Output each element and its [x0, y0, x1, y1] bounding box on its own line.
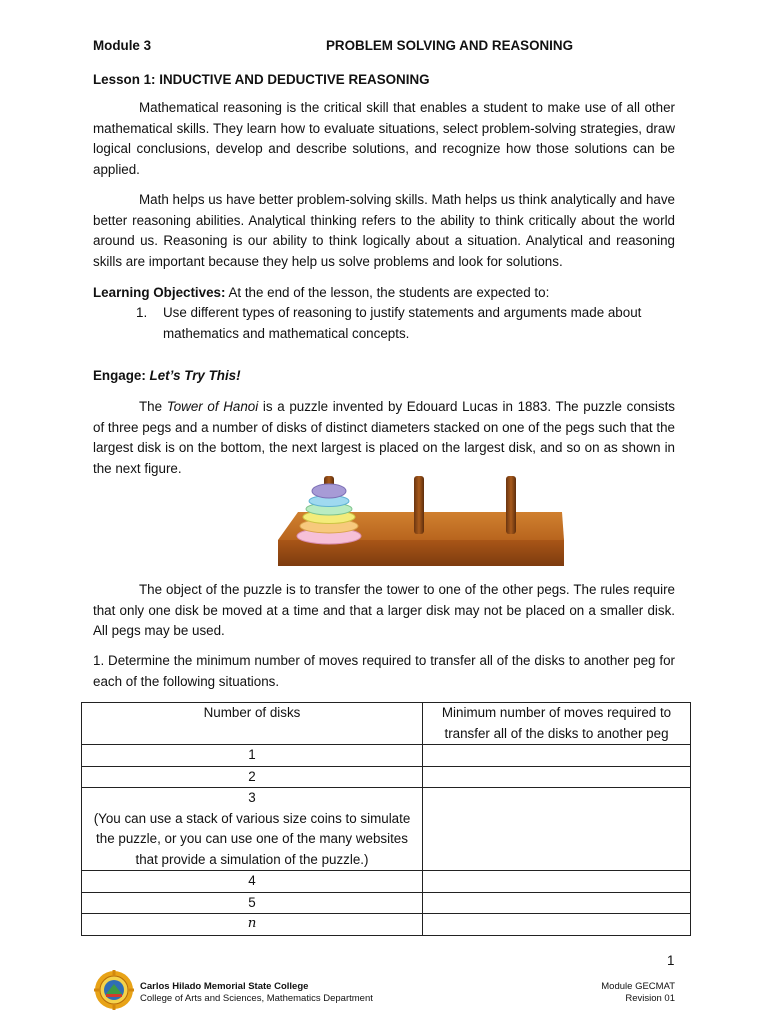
- disks-cell: 5: [82, 892, 423, 914]
- header-number-of-disks: Number of disks: [82, 703, 423, 745]
- college-seal-logo: [94, 970, 134, 1010]
- module-code: Module GECMAT: [601, 981, 675, 992]
- header-minimum-moves: Minimum number of moves required to transfer all of the disks to another peg: [423, 703, 691, 745]
- table-row: [82, 871, 691, 893]
- hanoi-prefix: The: [139, 399, 167, 414]
- peg-middle: [414, 476, 424, 534]
- engage-label: Engage:: [93, 368, 150, 383]
- reasoning-paragraph: Math helps us have better problem-solving skills. Math helps us think analytically and have better reasoning abilities. Analytical thinking refers to the ability to think critically about the world around us. Reasoning is our ability to think logically about a situation. Analytical and reasoning skills are important because they help us solve problems and look for solutions.: [93, 192, 675, 269]
- disks-cell: 2: [82, 766, 423, 788]
- tower-of-hanoi-figure: [276, 474, 566, 570]
- disk-purple: [312, 484, 346, 498]
- module-label: Module 3: [93, 38, 152, 53]
- question-paragraph: 1. Determine the minimum number of moves required to transfer all of the disks to another peg for each of the following situations.: [93, 653, 675, 689]
- table-row: [82, 914, 691, 936]
- disks-cell: [82, 788, 423, 871]
- moves-cell[interactable]: [423, 914, 691, 936]
- rules-paragraph: The object of the puzzle is to transfer the tower to one of the other pegs. The rules require that only one disk be moved at a time and that a larger disk may not be placed on a smaller disk. All pegs may be used.: [93, 582, 675, 638]
- engage-title: Let’s Try This!: [149, 368, 241, 383]
- page-number: 1: [667, 953, 675, 968]
- disks-cell: 1: [82, 745, 423, 767]
- objective-item: [138, 303, 675, 344]
- simulation-note: (You can use a stack of various size coins to simulate the puzzle, or you can use one of the many websites that provide a simulation of the puzzle.): [93, 810, 411, 867]
- module-title: PROBLEM SOLVING AND REASONING: [326, 38, 573, 53]
- moves-cell[interactable]: [423, 892, 691, 914]
- engage-heading: [93, 366, 241, 387]
- intro-paragraph: Mathematical reasoning is the critical skill that enables a student to make use of all other mathematical skills. They learn how to evaluate situations, select problem-solving strategies, draw logical conclusions, develop and describe solutions, and recognize how those solutions can be applied.: [93, 100, 675, 177]
- footer-college-info: [140, 981, 373, 1005]
- lesson-title: Lesson 1: INDUCTIVE AND DEDUCTIVE REASONING: [93, 72, 430, 87]
- table-header-row: [82, 703, 691, 745]
- moves-cell[interactable]: [423, 788, 691, 871]
- hanoi-paragraph: [93, 397, 675, 479]
- moves-cell[interactable]: [423, 745, 691, 767]
- disks-cell: 4: [82, 871, 423, 893]
- moves-cell[interactable]: [423, 871, 691, 893]
- moves-table: [81, 702, 691, 936]
- hanoi-name: Tower of Hanoi: [166, 399, 259, 414]
- table-row: [82, 766, 691, 788]
- objectives-label: Learning Objectives:: [93, 285, 226, 300]
- objectives-intro: At the end of the lesson, the students are expected to:: [225, 285, 550, 300]
- objective-text: Use different types of reasoning to justify statements and arguments made about mathematics and mathematical concepts.: [163, 305, 642, 341]
- objective-number: 1.: [136, 305, 148, 320]
- footer-module-info: [560, 981, 675, 1005]
- table-row: [82, 745, 691, 767]
- learning-objectives: [93, 283, 675, 304]
- peg-right: [506, 476, 516, 534]
- revision-label: Revision 01: [625, 993, 675, 1004]
- disks-value: 3: [248, 790, 256, 805]
- disks-cell: n: [82, 914, 423, 936]
- department-name: College of Arts and Sciences, Mathematics Department: [140, 993, 373, 1004]
- moves-cell[interactable]: [423, 766, 691, 788]
- hanoi-description: is a puzzle invented by Edouard Lucas in 1883. The puzzle consists of three pegs and a number of disks of distinct diameters stacked on one of the pegs such that the largest disk is on the bottom, the next largest is placed on the largest disk, and so on as shown in the next figure.: [93, 399, 675, 476]
- table-row: [82, 788, 691, 871]
- table-row: [82, 892, 691, 914]
- college-name: Carlos Hilado Memorial State College: [140, 981, 309, 992]
